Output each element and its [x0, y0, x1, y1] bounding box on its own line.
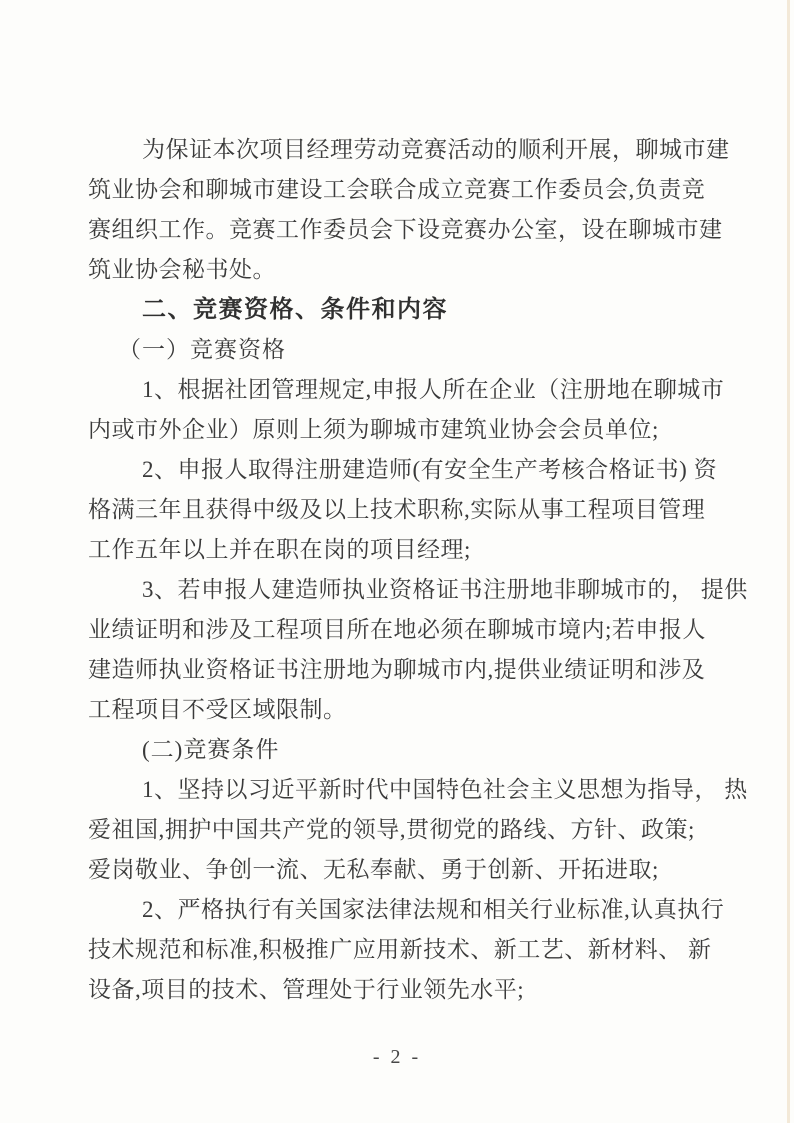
text-line: 爱岗敬业、争创一流、无私奉献、勇于创新、开拓进取; [88, 857, 659, 882]
text-line: 赛组织工作。竞赛工作委员会下设竞赛办公室，设在聊城市建 [88, 217, 723, 242]
text-line: 2、申报人取得注册建造师(有安全生产考核合格证书) 资 [142, 457, 718, 482]
text-line: 建造师执业资格证书注册地为聊城市内,提供业绩证明和涉及 [88, 657, 706, 682]
text-line: 2、严格执行有关国家法律法规和相关行业标准,认真执行 [142, 897, 725, 922]
text-line: 筑业协会秘书处。 [88, 257, 276, 282]
section-heading: 二、竞赛资格、条件和内容 [142, 296, 448, 323]
text-line: 技术规范和标准,积极推广应用新技术、新工艺、新材料、 新 [88, 937, 712, 962]
text-line: 业绩证明和涉及工程项目所在地必须在聊城市境内;若申报人 [88, 617, 706, 642]
text-line: 1、根据社团管理规定,申报人所在企业（注册地在聊城市 [142, 377, 725, 402]
text-line: 工作五年以上并在职在岗的项目经理; [88, 537, 471, 562]
scan-paper-edge [787, 0, 790, 1123]
text-line: 爱祖国,拥护中国共产党的领导,贯彻党的路线、方针、政策; [88, 817, 695, 842]
text-line: 为保证本次项目经理劳动竞赛活动的顺利开展，聊城市建 [142, 137, 730, 162]
text-line: 3、若申报人建造师执业资格证书注册地非聊城市的， 提供 [142, 577, 748, 602]
text-line: 1、坚持以习近平新时代中国特色社会主义思想为指导， 热 [142, 777, 748, 802]
text-line: 格满三年且获得中级及以上技术职称,实际从事工程项目管理 [88, 497, 706, 522]
text-line: 设备,项目的技术、管理处于行业领先水平; [88, 977, 525, 1002]
document-body [88, 130, 748, 1010]
text-line: 工程项目不受区域限制。 [88, 697, 347, 722]
subsection-heading-2: (二)竞赛条件 [142, 737, 280, 762]
text-line: 内或市外企业）原则上须为聊城市建筑业协会会员单位; [88, 417, 659, 442]
subsection-heading-1: （一）竞赛资格 [118, 337, 286, 362]
text-line: 筑业协会和聊城市建设工会联合成立竞赛工作委员会,负责竞 [88, 177, 706, 202]
page-number: - 2 - [372, 1046, 422, 1068]
